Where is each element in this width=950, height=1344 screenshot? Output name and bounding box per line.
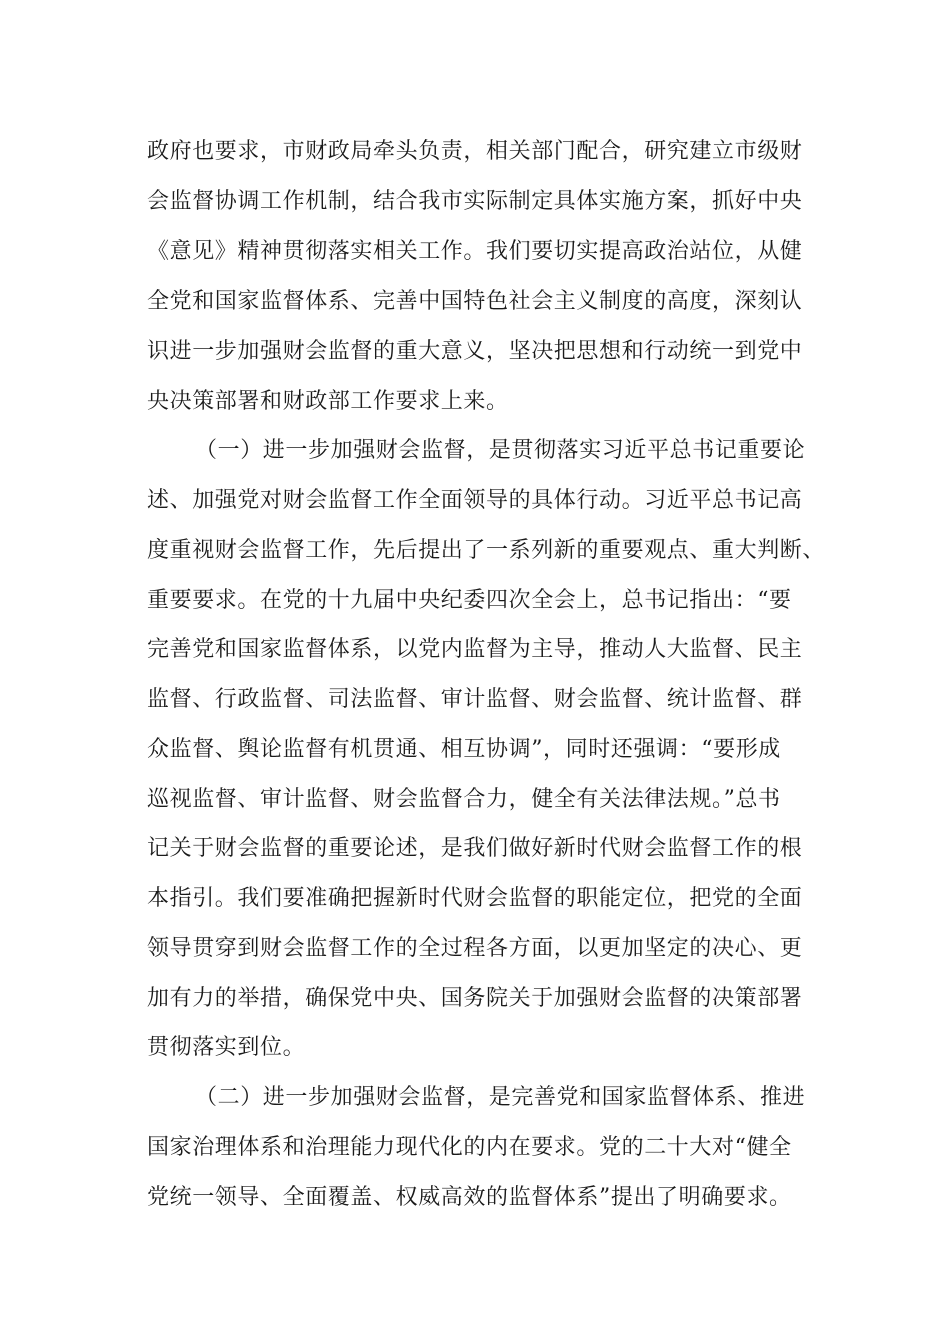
text-line: 领导贯穿到财会监督工作的全过程各方面，以更加坚定的决心、更 <box>147 936 803 961</box>
text-line: 重要要求。在党的十九届中央纪委四次全会上，总书记指出：“要 <box>147 588 792 613</box>
text-line: 国家治理体系和治理能力现代化的内在要求。党的二十大对“健全 <box>147 1135 792 1160</box>
text-line: 加有力的举措，确保党中央、国务院关于加强财会监督的决策部署 <box>147 986 803 1011</box>
text-line: 央决策部署和财政部工作要求上来。 <box>147 389 509 414</box>
text-line: 述、加强党对财会监督工作全面领导的具体行动。习近平总书记高 <box>147 488 803 513</box>
text-line: 《意见》精神贯彻落实相关工作。我们要切实提高政治站位，从健 <box>147 239 803 264</box>
text-line: 本指引。我们要准确把握新时代财会监督的职能定位，把党的全面 <box>147 886 803 911</box>
text-line: 巡视监督、审计监督、财会监督合力，健全有关法律法规。”总书 <box>147 787 781 812</box>
text-line: （二）进一步加强财会监督，是完善党和国家监督体系、推进 <box>195 1085 806 1110</box>
text-line: （一）进一步加强财会监督，是贯彻落实习近平总书记重要论 <box>195 438 806 463</box>
text-line: 会监督协调工作机制，结合我市实际制定具体实施方案，抓好中央 <box>147 189 803 214</box>
text-line: 党统一领导、全面覆盖、权威高效的监督体系”提出了明确要求。 <box>147 1185 792 1210</box>
text-line: 贯彻落实到位。 <box>147 1035 306 1060</box>
text-line: 度重视财会监督工作，先后提出了一系列新的重要观点、重大判断、 <box>147 538 826 563</box>
text-line: 政府也要求，市财政局牵头负责，相关部门配合，研究建立市级财 <box>147 139 803 164</box>
text-line: 众监督、舆论监督有机贯通、相互协调”，同时还强调：“要形成 <box>147 737 781 762</box>
text-line: 识进一步加强财会监督的重大意义，坚决把思想和行动统一到党中 <box>147 339 803 364</box>
text-line: 完善党和国家监督体系，以党内监督为主导，推动人大监督、民主 <box>147 637 803 662</box>
text-line: 记关于财会监督的重要论述，是我们做好新时代财会监督工作的根 <box>147 836 803 861</box>
text-line: 监督、行政监督、司法监督、审计监督、财会监督、统计监督、群 <box>147 687 803 712</box>
text-line: 全党和国家监督体系、完善中国特色社会主义制度的高度，深刻认 <box>147 289 803 314</box>
